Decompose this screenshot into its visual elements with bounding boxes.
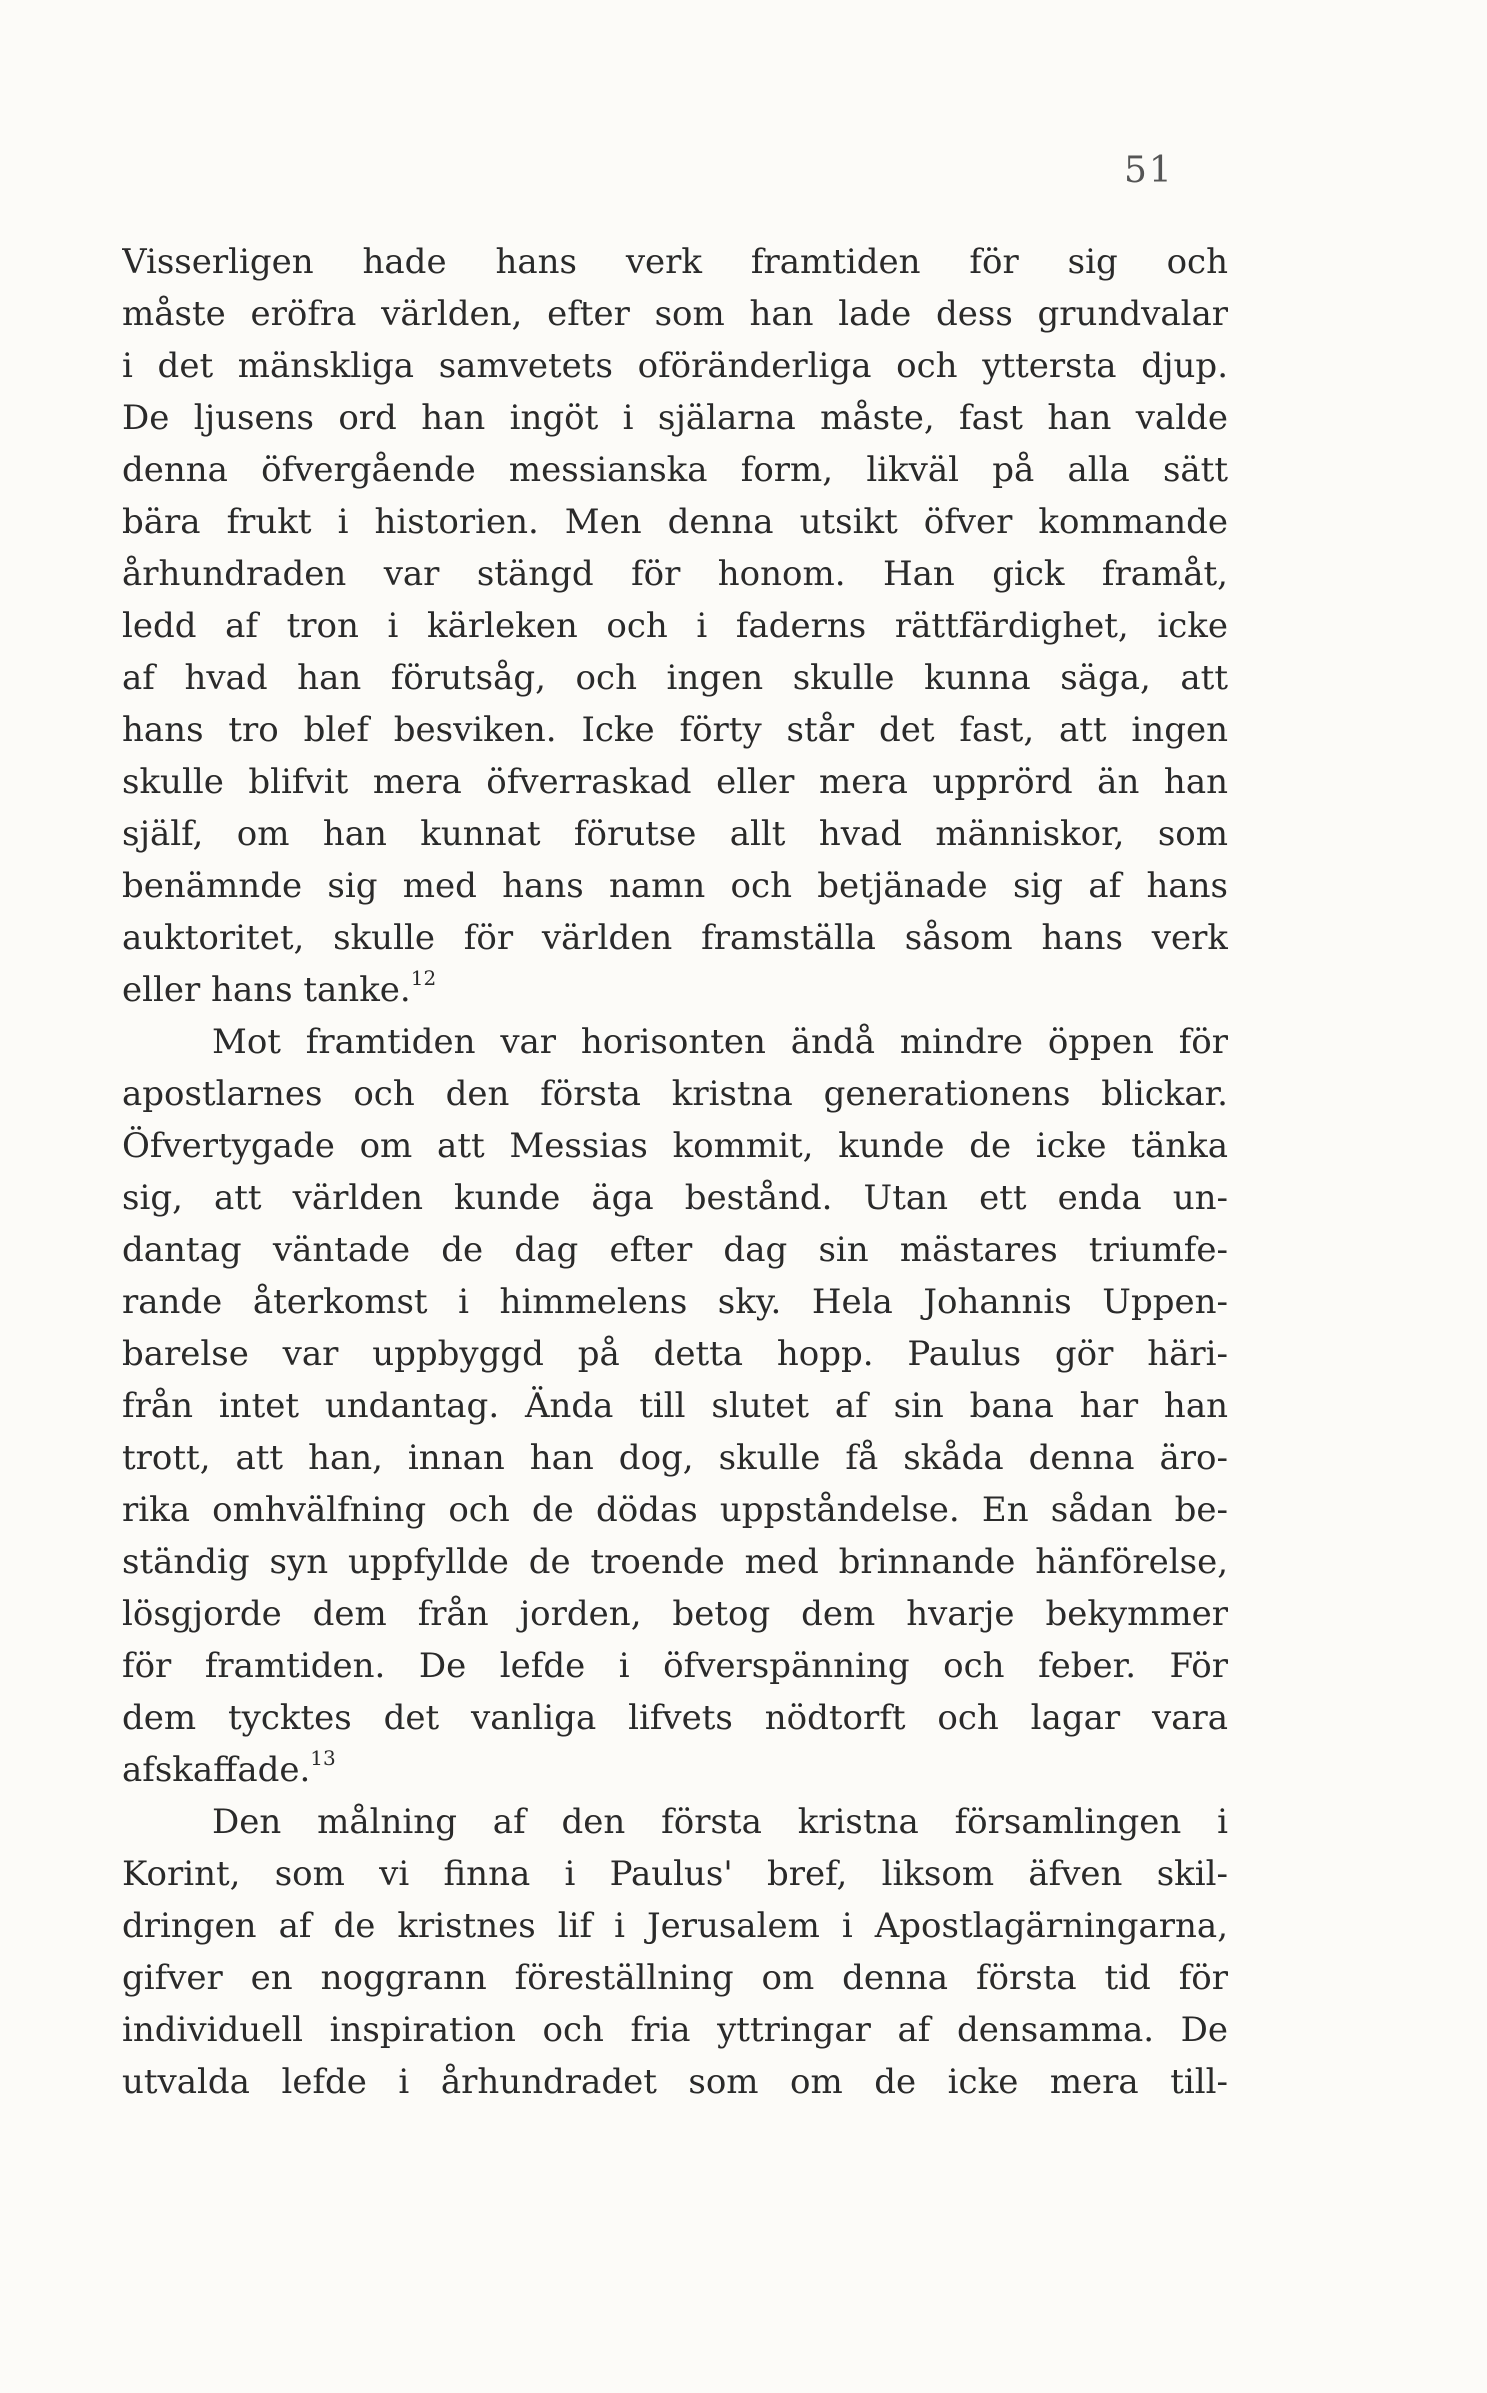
text-line: skulle blifvit mera öfverraskad eller mera upprörd än han [122,762,1228,802]
text-line: dringen af de kristnes lif i Jerusalem i Apostlagärningarna, [122,1906,1228,1946]
text-line: från intet undantag. Ända till slutet af sin bana har han [122,1386,1228,1426]
paragraph [122,236,1228,1016]
text-line: Öfvertygade om att Messias kommit, kunde de icke tänka [122,1126,1228,1166]
text-line: måste eröfra världen, efter som han lade dess grundvalar [122,294,1228,334]
text-line: apostlarnes och den första kristna generationens blickar. [122,1074,1228,1114]
text-line: dantag väntade de dag efter dag sin mästares triumfe- [122,1230,1228,1270]
text-line: sig, att världen kunde äga bestånd. Utan ett enda un- [122,1178,1228,1218]
page-number: 51 [1124,150,1174,191]
text-line [122,1744,1228,1796]
text-line: trott, att han, innan han dog, skulle få skåda denna äro- [122,1438,1228,1478]
text-line: denna öfvergående messianska form, likväl på alla sätt [122,450,1228,490]
text-line: själf, om han kunnat förutse allt hvad människor, som [122,814,1228,854]
line-text: afskaffade. [122,1750,311,1790]
footnote-marker[interactable]: 12 [410,966,437,990]
text-line: De ljusens ord han ingöt i själarna måste, fast han valde [122,398,1228,438]
text-line: rika omhvälfning och de dödas uppståndelse. En sådan be- [122,1490,1228,1530]
text-line: bära frukt i historien. Men denna utsikt öfver kommande [122,502,1228,542]
text-line: hans tro blef besviken. Icke förty står det fast, att ingen [122,710,1228,750]
text-line: rande återkomst i himmelens sky. Hela Johannis Uppen- [122,1282,1228,1322]
text-line: Visserligen hade hans verk framtiden för sig och [122,242,1228,282]
text-line: barelse var uppbyggd på detta hopp. Paulus gör häri- [122,1334,1228,1374]
text-line: utvalda lefde i århundradet som om de icke mera till- [122,2062,1228,2102]
text-line: auktoritet, skulle för världen framställa såsom hans verk [122,918,1228,958]
line-text: eller hans tanke. [122,970,411,1010]
text-line: individuell inspiration och fria yttringar af densamma. De [122,2010,1228,2050]
text-line: af hvad han förutsåg, och ingen skulle kunna säga, att [122,658,1228,698]
text-line: Korint, som vi finna i Paulus' bref, liksom äfven skil- [122,1854,1228,1894]
paragraph [122,1016,1228,1796]
text-line: Mot framtiden var horisonten ändå mindre öppen för [212,1022,1228,1062]
text-line: gifver en noggrann föreställning om denna första tid för [122,1958,1228,1998]
text-line: i det mänskliga samvetets oföränderliga och yttersta djup. [122,346,1228,386]
text-line: lösgjorde dem från jorden, betog dem hvarje bekymmer [122,1594,1228,1634]
body-text [122,236,1228,2108]
footnote-marker[interactable]: 13 [310,1746,336,1770]
text-line: ledd af tron i kärleken och i faderns rättfärdighet, icke [122,606,1228,646]
text-line: århundraden var stängd för honom. Han gick framåt, [122,554,1228,594]
text-line: för framtiden. De lefde i öfverspänning och feber. För [122,1646,1228,1686]
text-line: Den målning af den första kristna församlingen i [212,1802,1228,1842]
text-line: benämnde sig med hans namn och betjänade sig af hans [122,866,1228,906]
text-line: dem tycktes det vanliga lifvets nödtorft och lagar vara [122,1698,1228,1738]
text-line [122,964,1228,1016]
paragraph [122,1796,1228,2108]
text-line: ständig syn uppfyllde de troende med brinnande hänförelse, [122,1542,1228,1582]
